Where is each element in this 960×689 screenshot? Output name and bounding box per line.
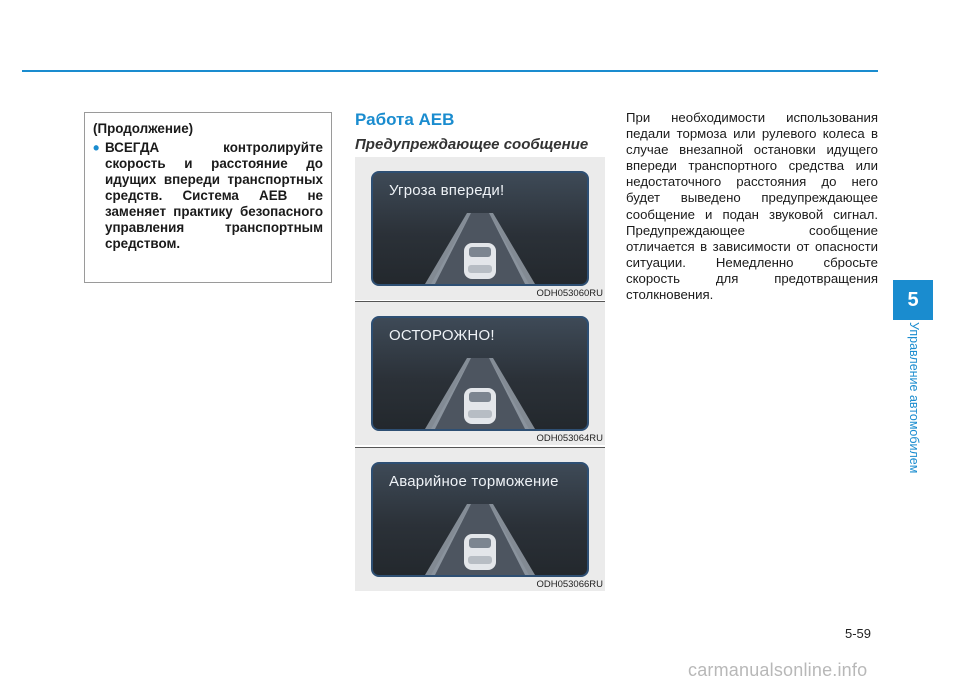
header-rule bbox=[22, 70, 878, 72]
chapter-number-tab: 5 bbox=[893, 280, 933, 320]
figure-code: ODH053066RU bbox=[536, 579, 603, 590]
warning-message: Аварийное торможение bbox=[389, 473, 559, 490]
figure-warning-ahead bbox=[355, 157, 605, 300]
car-icon bbox=[464, 534, 496, 570]
figure-code: ODH053064RU bbox=[536, 433, 603, 444]
figure-caution bbox=[355, 302, 605, 445]
note-heading: (Продолжение) bbox=[93, 121, 194, 136]
figure-emergency-braking bbox=[355, 448, 605, 591]
bullet-icon: • bbox=[93, 138, 100, 158]
note-item bbox=[93, 140, 323, 252]
chapter-name-text: Управление автомобилем bbox=[907, 322, 921, 474]
warning-message: Угроза впереди! bbox=[389, 182, 505, 199]
page-number: 5-59 bbox=[845, 626, 872, 641]
watermark: carmanualsonline.info bbox=[688, 660, 868, 680]
continuation-note bbox=[84, 112, 332, 283]
body-paragraph: При необходимости использования педали тормоза или рулевого колеса в случае внезапной остановки идущего впереди транспортного средства или недостаточного расстояния до него будет выведено предупреждающее сообщение и подан звуковой сигнал. Предупреждающее сообщение отличается в зависимости от опасности ситуации. Немедленно сбросьте скорость для предотвращения столкновения. bbox=[626, 110, 878, 303]
cluster-display bbox=[371, 462, 589, 577]
car-icon bbox=[464, 388, 496, 424]
cluster-display bbox=[371, 171, 589, 286]
warning-message: ОСТОРОЖНО! bbox=[389, 327, 495, 344]
section-subtitle: Предупреждающее сообщение bbox=[355, 136, 589, 153]
section-title: Работа AEB bbox=[355, 110, 455, 129]
note-text: ВСЕГДА контролируйте скорость и расстояние до идущих впереди транспортных средств. Система AEB не заменяет практику безопасного управления транспортным средством. bbox=[105, 140, 323, 251]
figure-code: ODH053060RU bbox=[536, 288, 603, 299]
cluster-display bbox=[371, 316, 589, 431]
car-icon bbox=[464, 243, 496, 279]
